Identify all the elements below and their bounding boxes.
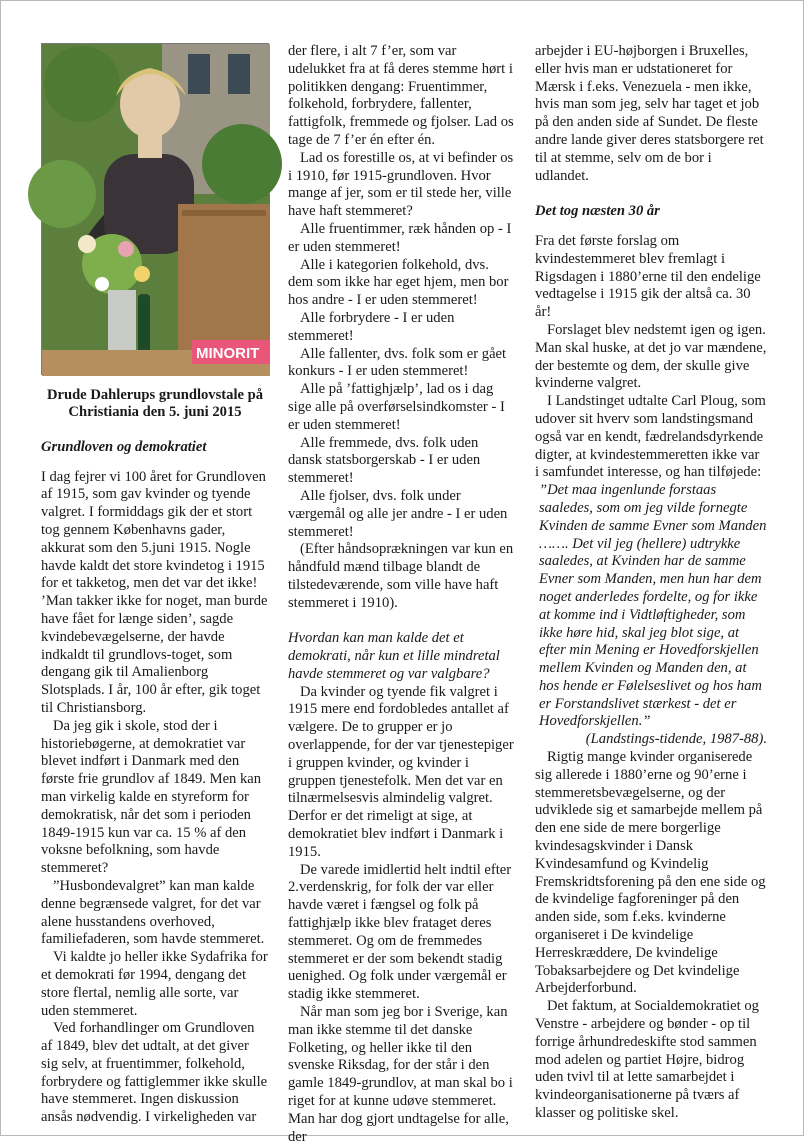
paragraph: Alle i kategorien folkehold, dvs. dem som ikke har eget hjem, men bor hos andre - I er uden stemmeret!	[288, 256, 509, 309]
paragraph: Forslaget blev nedstemt igen og igen. Man skal huske, at det jo var mændene, der bestemte og dem, der skulle give kvinderne valgret.	[535, 321, 767, 392]
paragraph: (Efter håndsoprækningen var kun en håndfuld mænd tilbage blandt de tilstedeværende, som ville have haft stemmeret i 1910).	[288, 541, 514, 611]
photo-caption	[41, 387, 269, 421]
paragraph: Det faktum, at Socialdemokratiet og Venstre - arbejdere og bønder - op til forrige århundredeskifte stod sammen mod adelen og partiet Højre, bidrog uden tvivl til at lette samarbejdet i kvindeorganisationerne på tværs af klasser og politiske skel.	[535, 998, 759, 1122]
block-quote: ”Det maa ingenlunde forstaas saaledes, som om jeg vilde fornegte Kvinden de samme Evner som Manden ……. Det vil jeg (hellere) udtrykke saaledes, at Kvinden har de samme Evner som Manden, men hun har dem noget anderledes fordelte, og for ikke at komme ind i Vidtløftigheder, som ikke høre hid, skal jeg blot sige, at efter min Mening er Hovedforskjellen mellem Kvinden og Manden den, at hos hende er Følelseslivet og hos ham er Forstandslivet stærkest - det er Hovedforskjellen.”	[539, 482, 767, 730]
paragraph: Rigtig mange kvinder organiserede sig allerede i 1880’erne og 90’erne i stemmeretsbevægelserne, og der udviklede sig et samarbejde mellem på den ene side de mere borgerlige kvindesagskvinder i Dansk Kvindesamfund og Kvindelig Fremskridtsforening på den ene side og de kvindelige fagforeninger på den anden side, som f.eks. kvinderne organiseret i De kvindelige Herreskræddere, De kvindelige Tobaksarbejdere og Det kvindelige Arbejderforbund.	[535, 749, 766, 997]
paragraph: I Landstinget udtalte Carl Ploug, som udover sit hverv som landstingsmand også var en kendt, fædrelandsdyrkende digter, at kvindestemmeretten ikke var i samfundet interesse, og han tilføjede:	[535, 393, 766, 481]
caption-line-1: Drude Dahlerups grundlovstale på	[46, 387, 264, 403]
section-heading: Det tog næsten 30 år	[535, 203, 660, 220]
paragraph: Alle forbrydere - I er uden stemmeret!	[288, 309, 455, 344]
column-2	[288, 43, 514, 1146]
banner-text: MINORIT	[196, 345, 260, 362]
section-heading: Grundloven og demokratiet	[41, 438, 207, 455]
caption-line-2: Christiania den 5. juni 2015	[68, 404, 242, 420]
paragraph: Lad os forestille os, at vi befinder os i 1910, før 1915-grundloven. Hvor mange af jer, som er til stede her, ville have haft stemmeret?	[288, 149, 514, 220]
paragraph: Alle fremmede, dvs. folk uden dansk statsborgerskab - I er uden stemmeret!	[288, 434, 481, 487]
speaker-photo-illustration	[42, 44, 270, 376]
paragraph: I dag fejrer vi 100 året for Grundloven af 1915, som gav kvinder og tyende valgret. I formiddags gik der et stort tog gennem Københavns gader, akkurat som den 5.juni 1915. Nogle havde kaldt det store kvindetog i 1915 for et takketog, men det var det ikke! ’Man takker ikke for noget, man burde have fået for længe siden’, sagde kvindebevægelserne, der havde indkaldt til grundlovs-toget, som dengang gik til Amalienborg Slotsplads. I år, 100 år efter, gik toget til Christiansborg.	[41, 468, 268, 716]
column-1	[41, 43, 269, 1127]
paragraph: Alle på ’fattighjælp’, lad os i dag sige alle på overførselsindkomster - I er uden stemmeret!	[288, 381, 505, 433]
paragraph: arbejder i EU-højborgen i Bruxelles, eller hvis man er udstationeret for Mærsk i f.eks. Venezuela - men ikke, hvis man som jeg, selv har taget et job på den anden side af Sundet. De fleste andre lande giver deres statsborgere ret til at stemme, selv om de bor i udlandet.	[535, 43, 764, 184]
paragraph: De varede imidlertid helt indtil efter 2.verdenskrig, for folk der var eller havde været i fængsel og folk på fattighjælp ikke blev frataget deres stemmeret. Og om de fremmedes stemmeret er der som bekendt stadig uenighed. Og folk under værgemål er stadig ikke stemmeret.	[288, 861, 512, 1003]
paragraph: Da jeg gik i skole, stod der i historiebøgerne, at demokratiet var blevet indført i Danmark med den første frie grundlov af 1849. Men kan man virkelig kalde en styreform for demokratisk, når det som i perioden 1849-1915 kun var ca. 15 % af den voksne befolkning, som havde stemmeret?	[41, 717, 262, 877]
paragraph: Alle fjolser, dvs. folk under værgemål og alle jer andre - I er uden stemmeret!	[288, 487, 508, 540]
paragraph: Alle fruentimmer, ræk hånden op - I er uden stemmeret!	[288, 220, 512, 255]
paragraph: Når man som jeg bor i Sverige, kan man ikke stemme til det danske Folketing, og heller ikke til den svenske Riksdag, for der står i den gamle 1849-grundlov, at man skal bo i riget for at kunne udøve stemmeret. Man har dog gjort undtagelse for alle, der	[288, 1004, 513, 1145]
speaker-photo	[41, 43, 269, 375]
column-3	[535, 43, 767, 1123]
paragraph: Ved forhandlinger om Grundloven af 1849, blev det udtalt, at det giver sig selv, at fruentimmer, folkehold, forbrydere og fattiglemmer ikke skulle have stemmeret. Ingen diskussion ansås nødvendig. I virkeligheden var	[41, 1020, 268, 1126]
paragraph: Da kvinder og tyende fik valgret i 1915 mere end fordobledes antallet af vælgere. De to grupper er jo overlappende, for der var tjenestepiger i gruppen kvinder, og kvinder i gruppen tjenestefolk. Men det var en tilnærmelsesvis almindelig valgret. Derfor er det rimeligt at sige, at demokratiet blev indført i Danmark i 1915.	[288, 683, 514, 860]
paragraph: der flere, i alt 7 f’er, som var udelukket fra at få deres stemme hørt i politikken dengang: Fruentimmer, folkehold, forbrydere, fallenter, fattigfolk, fremmede og fjolser. Lad os tage de 7 f’er én efter én.	[288, 43, 514, 148]
paragraph: Vi kaldte jo heller ikke Sydafrika for et demokrati før 1994, dengang det store flertal, nemlig alle sorte, var uden stemmeret.	[41, 949, 268, 1019]
italic-question: Hvordan kan man kalde det et demokrati, når kun et lille mindretal havde stemmeret og var valgbare?	[288, 630, 500, 682]
quote-source: (Landstings-tidende, 1987-88).	[585, 731, 767, 748]
paragraph: ”Husbondevalgret” kan man kalde denne begrænsede valgret, for det var alene husstandens overhoved, familiefaderen, som havde stemmeret.	[41, 877, 265, 948]
paragraph: Fra det første forslag om kvindestemmeret blev fremlagt i Rigsdagen i 1880’erne til den endelige vedtagelse i 1915 gik der altså ca. 30 år!	[535, 232, 761, 321]
paragraph: Alle fallenter, dvs. folk som er gået konkurs - I er uden stemmeret!	[288, 345, 507, 380]
